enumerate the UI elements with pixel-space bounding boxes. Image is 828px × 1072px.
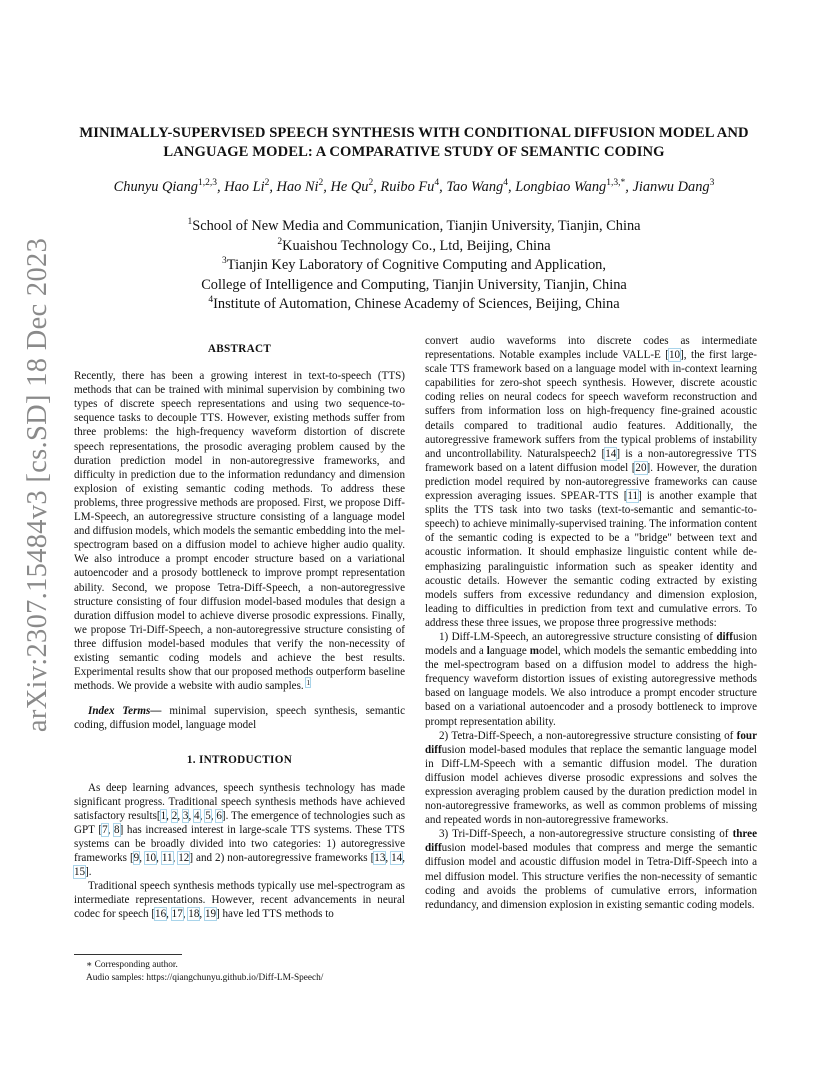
citation-link[interactable]: 14 [391, 852, 403, 864]
body-text: Traditional speech synthesis methods typically use mel-spectrogram as intermediate representations. However, recent advancements in neural codec for speech [74, 880, 405, 921]
author-name: Hao Ni [276, 179, 319, 195]
affiliation-text: College of Intelligence and Computing, Tianjin University, Tianjin, China [201, 276, 627, 293]
citation-link[interactable]: 5 [205, 809, 211, 822]
author-affiliation-mark: 1,2,3 [198, 178, 217, 188]
body-text: has increased interest in large-scale TTS systems. These TTS systems can be broadly divided into two categories: 1) autoregressive frameworks [74, 823, 405, 864]
affiliation-line [60, 217, 768, 237]
affiliation-text: Institute of Automation, Chinese Academy of Sciences, Beijing, China [213, 296, 620, 312]
citation-link[interactable]: 13 [374, 852, 386, 864]
author-name: Ruibo Fu [380, 179, 435, 195]
affiliation-text: School of New Media and Communication, Tianjin University, Tianjin, China [192, 218, 641, 234]
affiliation-mark: 4 [208, 295, 214, 305]
citation-link[interactable]: 9 [133, 852, 140, 864]
index-terms-label: Index Terms— [88, 705, 162, 718]
body-text: As deep learning advances, speech synthesis technology has made significant progress. Traditional speech synthesis methods have achieved satisfactory results [74, 781, 405, 822]
citation-link[interactable]: 1 [160, 809, 167, 822]
author-name: Jianwu Dang [632, 179, 710, 195]
method-2-paragraph: 2) Tetra-Diff-Speech, a non-autoregressive structure consisting of four diffusion model-based modules that replace the semantic language model in Diff-LM-Speech with a semantic diffusion model. The duration diffusion model achieves diverse prosodic expressions and solves the expression averaging problem caused by the duration prediction model in non-autoregressive frameworks, as well as common problems of missing and repeated words in non-autoregressive frameworks. [425, 729, 757, 827]
affiliation-text: Tianjin Key Laboratory of Cognitive Computing and Application, [226, 257, 606, 273]
citation-link[interactable]: 2 [171, 809, 178, 822]
introduction-heading: 1. INTRODUCTION [186, 754, 293, 767]
affiliation-mark: 3 [222, 256, 227, 266]
author-name: Chunyu Qiang [113, 179, 198, 195]
author-name: Longbiao Wang [515, 179, 607, 195]
citation-link[interactable]: 7 [102, 823, 108, 836]
arxiv-sidebar-stamp [14, 0, 62, 1072]
index-terms-text: minimal supervision, speech synthesis, semantic coding, diffusion model, language model [74, 705, 406, 732]
author-list: Chunyu Qiang$^{1,2,3}$, Hao Li$^2$, Hao Ni$^2$, He Qu$^2$, Ruibo Fu$^4$, Tao Wang$^4$, Longbiao Wang$^{1,3,*}$, Jianwu Dang$^3$ [113, 178, 715, 195]
citation-link[interactable]: 14 [605, 447, 617, 460]
citation-link[interactable]: 8 [114, 823, 120, 836]
citation-link[interactable]: 12 [178, 852, 190, 864]
method-1-paragraph: 1) Diff-LM-Speech, an autoregressive structure consisting of diffusion models and a language model, which models the semantic embedding into the mel-spectrogram based on a diffusion model to address the high-frequency waveform distortion issues of existing autoregressive methods based on language models. We also introduce a prompt encoder structure based on a variational autoencoder and a prosody bottleneck to improve prompt representation ability. [425, 630, 757, 728]
author-name: Hao Li [224, 179, 265, 195]
citation-link[interactable]: 18 [188, 908, 200, 921]
footnote-audio-samples: Audio samples: https://qiangchunyu.github.io/Diff-LM-Speech/ [86, 972, 324, 983]
author-affiliation-mark: 3 [709, 178, 715, 188]
citation-link[interactable]: 10 [668, 349, 681, 362]
author-affiliation-mark: 2 [368, 178, 374, 188]
author-affiliation-mark: 2 [318, 178, 324, 188]
body-text: have led TTS methods to [219, 908, 334, 921]
affiliation-text: Kuaishou Technology Co., Ltd, Beijing, China [282, 237, 551, 254]
affiliation-mark: 1 [187, 217, 193, 227]
citation-link[interactable]: 20 [635, 461, 647, 474]
affiliation-mark: 2 [277, 236, 283, 247]
intro-paragraph-2: Traditional speech synthesis methods typically use mel-spectrogram as intermediate representations. However, recent advancements in neural codec for speech [16, 17, 18, 19] have led TTS methods to [74, 880, 405, 921]
author-affiliation-mark: 2 [264, 178, 270, 188]
citation-link[interactable]: 10 [144, 852, 157, 864]
paper-title: MINIMALLY-SUPERVISED SPEECH SYNTHESIS WITH CONDITIONAL DIFFUSION MODEL AND LANGUAGE MODEL: A COMPARATIVE STUDY OF SEMANTIC CODING [79, 125, 749, 160]
author-affiliation-mark: 4 [503, 178, 508, 188]
left-column [74, 342, 405, 921]
citation-link[interactable]: 16 [155, 908, 167, 921]
body-text: . [88, 866, 92, 879]
right-paragraph-1: convert audio waveforms into discrete codes as intermediate representations. Notable examples include VALL-E [10], the first large-scale TTS framework based on a language model with in-context learning capabilities for zero-shot speech synthesis. However, discrete acoustic coding relies on neural codecs for speech waveform reconstruction and suffers from information loss on high-frequency fine-grained acoustic details compared to traditional audio features. Additionally, the autoregressive framework suffers from the typical problems of instability and uncontrollability. Naturalspeech2 [14] is a non-autoregressive TTS framework based on a latent diffusion model [20]. However, the duration prediction model required by non-autoregressive frameworks can cause expression averaging issues. SPEAR-TTS [11] is another example that splits the TTS task into two tasks (text-to-semantic and semantic-to-speech) to achieve minimally-supervised training. The information content of the semantic coding is expected to be a "bridge" between text and acoustic information. It should emphasize linguistic content while de-emphasizing paralinguistic information such as speaker identity and acoustic details. However the semantic coding extracted by existing models suffers from excessive redundancy and dimension explosion, leading to difficulties in prediction from text and cumulative errors. To address these three issues, we propose three progressive methods: [425, 335, 758, 629]
method-3-paragraph: 3) Tri-Diff-Speech, a non-autoregressive structure consisting of three diffusion model-based modules that compress and merge the semantic diffusion model and acoustic diffusion model in Tetra-Diff-Speech into a mel diffusion model. This structure verifies the non-necessity of semantic coding and avoids the problems of cumulative errors, information redundancy, and dimension explosion in existing semantic coding models. [425, 828, 757, 911]
author-affiliation-mark: 1,3,* [606, 178, 626, 188]
affiliation-line [60, 237, 768, 257]
right-column [425, 334, 757, 912]
body-text: . The emergence of technologies such as GPT [74, 809, 406, 836]
footnotes [74, 954, 405, 984]
abstract-body: Recently, there has been a growing interest in text-to-speech (TTS) methods that can be trained with minimal supervision by combining two types of discrete speech representations and using two sequence-to-sequence tasks to decouple TTS. However, existing methods suffer from three problems: the high-frequency waveform distortion of discrete speech representations, the prosodic averaging problem caused by the duration prediction model in non-autoregressive frameworks, and difficulty in prediction due to the information redundancy and dimension explosion of existing semantic coding methods. To address these problems, three progressive methods are proposed. First, we propose Diff-LM-Speech, an autoregressive structure consisting of a language model and diffusion models, which models the semantic embedding into the mel-spectrogram based on a diffusion model to achieve higher audio quality. We also introduce a prompt encoder structure based on a variational autoencoder and a prosody bottleneck to improve prompt representation ability. Second, we propose Tetra-Diff-Speech, a non-autoregressive structure consisting of four diffusion model-based modules that design a duration diffusion model to achieve diverse prosodic expressions. Finally, we propose Tri-Diff-Speech, a non-autoregressive structure consisting of three diffusion model-based modules that verify the non-necessity of existing semantic coding models and achieve the best results. Experimental results show that our proposed methods outperform baseline methods. We provide a website with audio samples. $^1$ [74, 370, 406, 693]
footnote-rule [74, 954, 182, 955]
affiliation-line [60, 295, 768, 315]
author-name: Tao Wang [446, 179, 504, 195]
citation-link[interactable]: 17 [171, 908, 183, 921]
arxiv-identifier: arXiv:2307.15484v3 [cs.SD] 18 Dec 2023 [22, 237, 53, 733]
citation-link[interactable]: 11 [627, 490, 639, 503]
footnote-corresponding: ∗ Corresponding author. [86, 960, 178, 970]
author-affiliation-mark: 4 [434, 178, 440, 188]
intro-paragraph-1: As deep learning advances, speech synthesis technology has made significant progress. Traditional speech synthesis methods have achieved satisfactory results[1, 2, 3, 4, 5, 6]. The emergence of technologies such as GPT [7, 8] has increased interest in large-scale TTS systems. These TTS systems can be broadly divided into two categories: 1) autoregressive frameworks [9, 10, 11, 12] and 2) non-autoregressive frameworks [13, 14, 15]. [74, 781, 406, 879]
citation-link[interactable]: 11 [161, 852, 173, 864]
citation-link[interactable]: 19 [204, 908, 217, 921]
citation-link[interactable]: 6 [216, 809, 222, 822]
footnote-link[interactable]: 1 [306, 678, 311, 688]
citation-link[interactable]: 15 [74, 866, 86, 879]
affiliation-list [60, 217, 768, 315]
author-name: He Qu [330, 179, 369, 195]
citation-link[interactable]: 3 [182, 809, 189, 822]
citation-link[interactable]: 4 [194, 809, 200, 822]
affiliation-line [60, 276, 768, 296]
abstract-heading: ABSTRACT [207, 343, 272, 355]
body-text: and 2) non-autoregressive frameworks [193, 852, 371, 864]
affiliation-line [60, 256, 768, 276]
index-terms [74, 704, 405, 732]
